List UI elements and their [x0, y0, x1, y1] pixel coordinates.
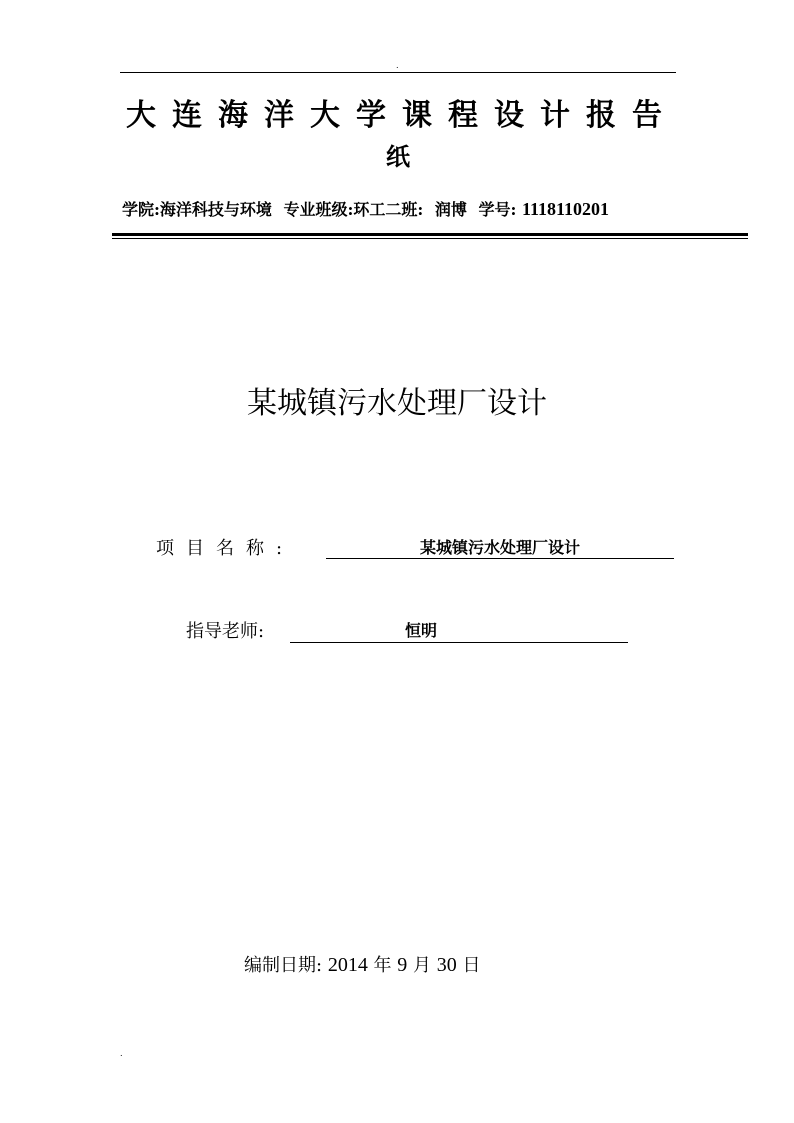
student-id-label: 学号:: [478, 200, 517, 219]
college-text: 学院:海洋科技与环境: [122, 200, 272, 219]
header-double-rule-thin: [112, 238, 748, 239]
footer-dot: .: [120, 1049, 123, 1058]
date-label: 编制日期:: [244, 955, 323, 976]
header-dot: .: [396, 61, 399, 70]
header-rule: [120, 72, 676, 73]
date-year: 2014: [327, 954, 368, 976]
compile-date: [244, 952, 604, 979]
date-month-unit: 月: [413, 955, 432, 976]
project-name-underline: [326, 558, 674, 559]
advisor-underline: [290, 642, 628, 643]
date-year-unit: 年: [373, 955, 392, 976]
student-id: 1118110201: [522, 199, 610, 219]
student-name: 润博: [434, 200, 467, 219]
design-title: 某城镇污水处理厂设计: [247, 386, 547, 421]
report-title: 大连海洋大学课程设计报告: [126, 98, 678, 133]
date-day-unit: 日: [462, 955, 481, 976]
date-day: 30: [436, 954, 457, 976]
header-double-rule-thick: [112, 233, 748, 236]
date-month: 9: [397, 954, 408, 976]
advisor-value: 恒明: [404, 621, 437, 640]
student-info-line: [122, 198, 722, 221]
report-title-continued: 纸: [386, 142, 410, 171]
advisor-label: 指导老师:: [186, 621, 265, 642]
project-name-value: 某城镇污水处理厂设计: [419, 538, 580, 557]
major-class-text: 专业班级:环工二班:: [283, 200, 424, 219]
project-name-label: 项目名称:: [156, 538, 295, 559]
